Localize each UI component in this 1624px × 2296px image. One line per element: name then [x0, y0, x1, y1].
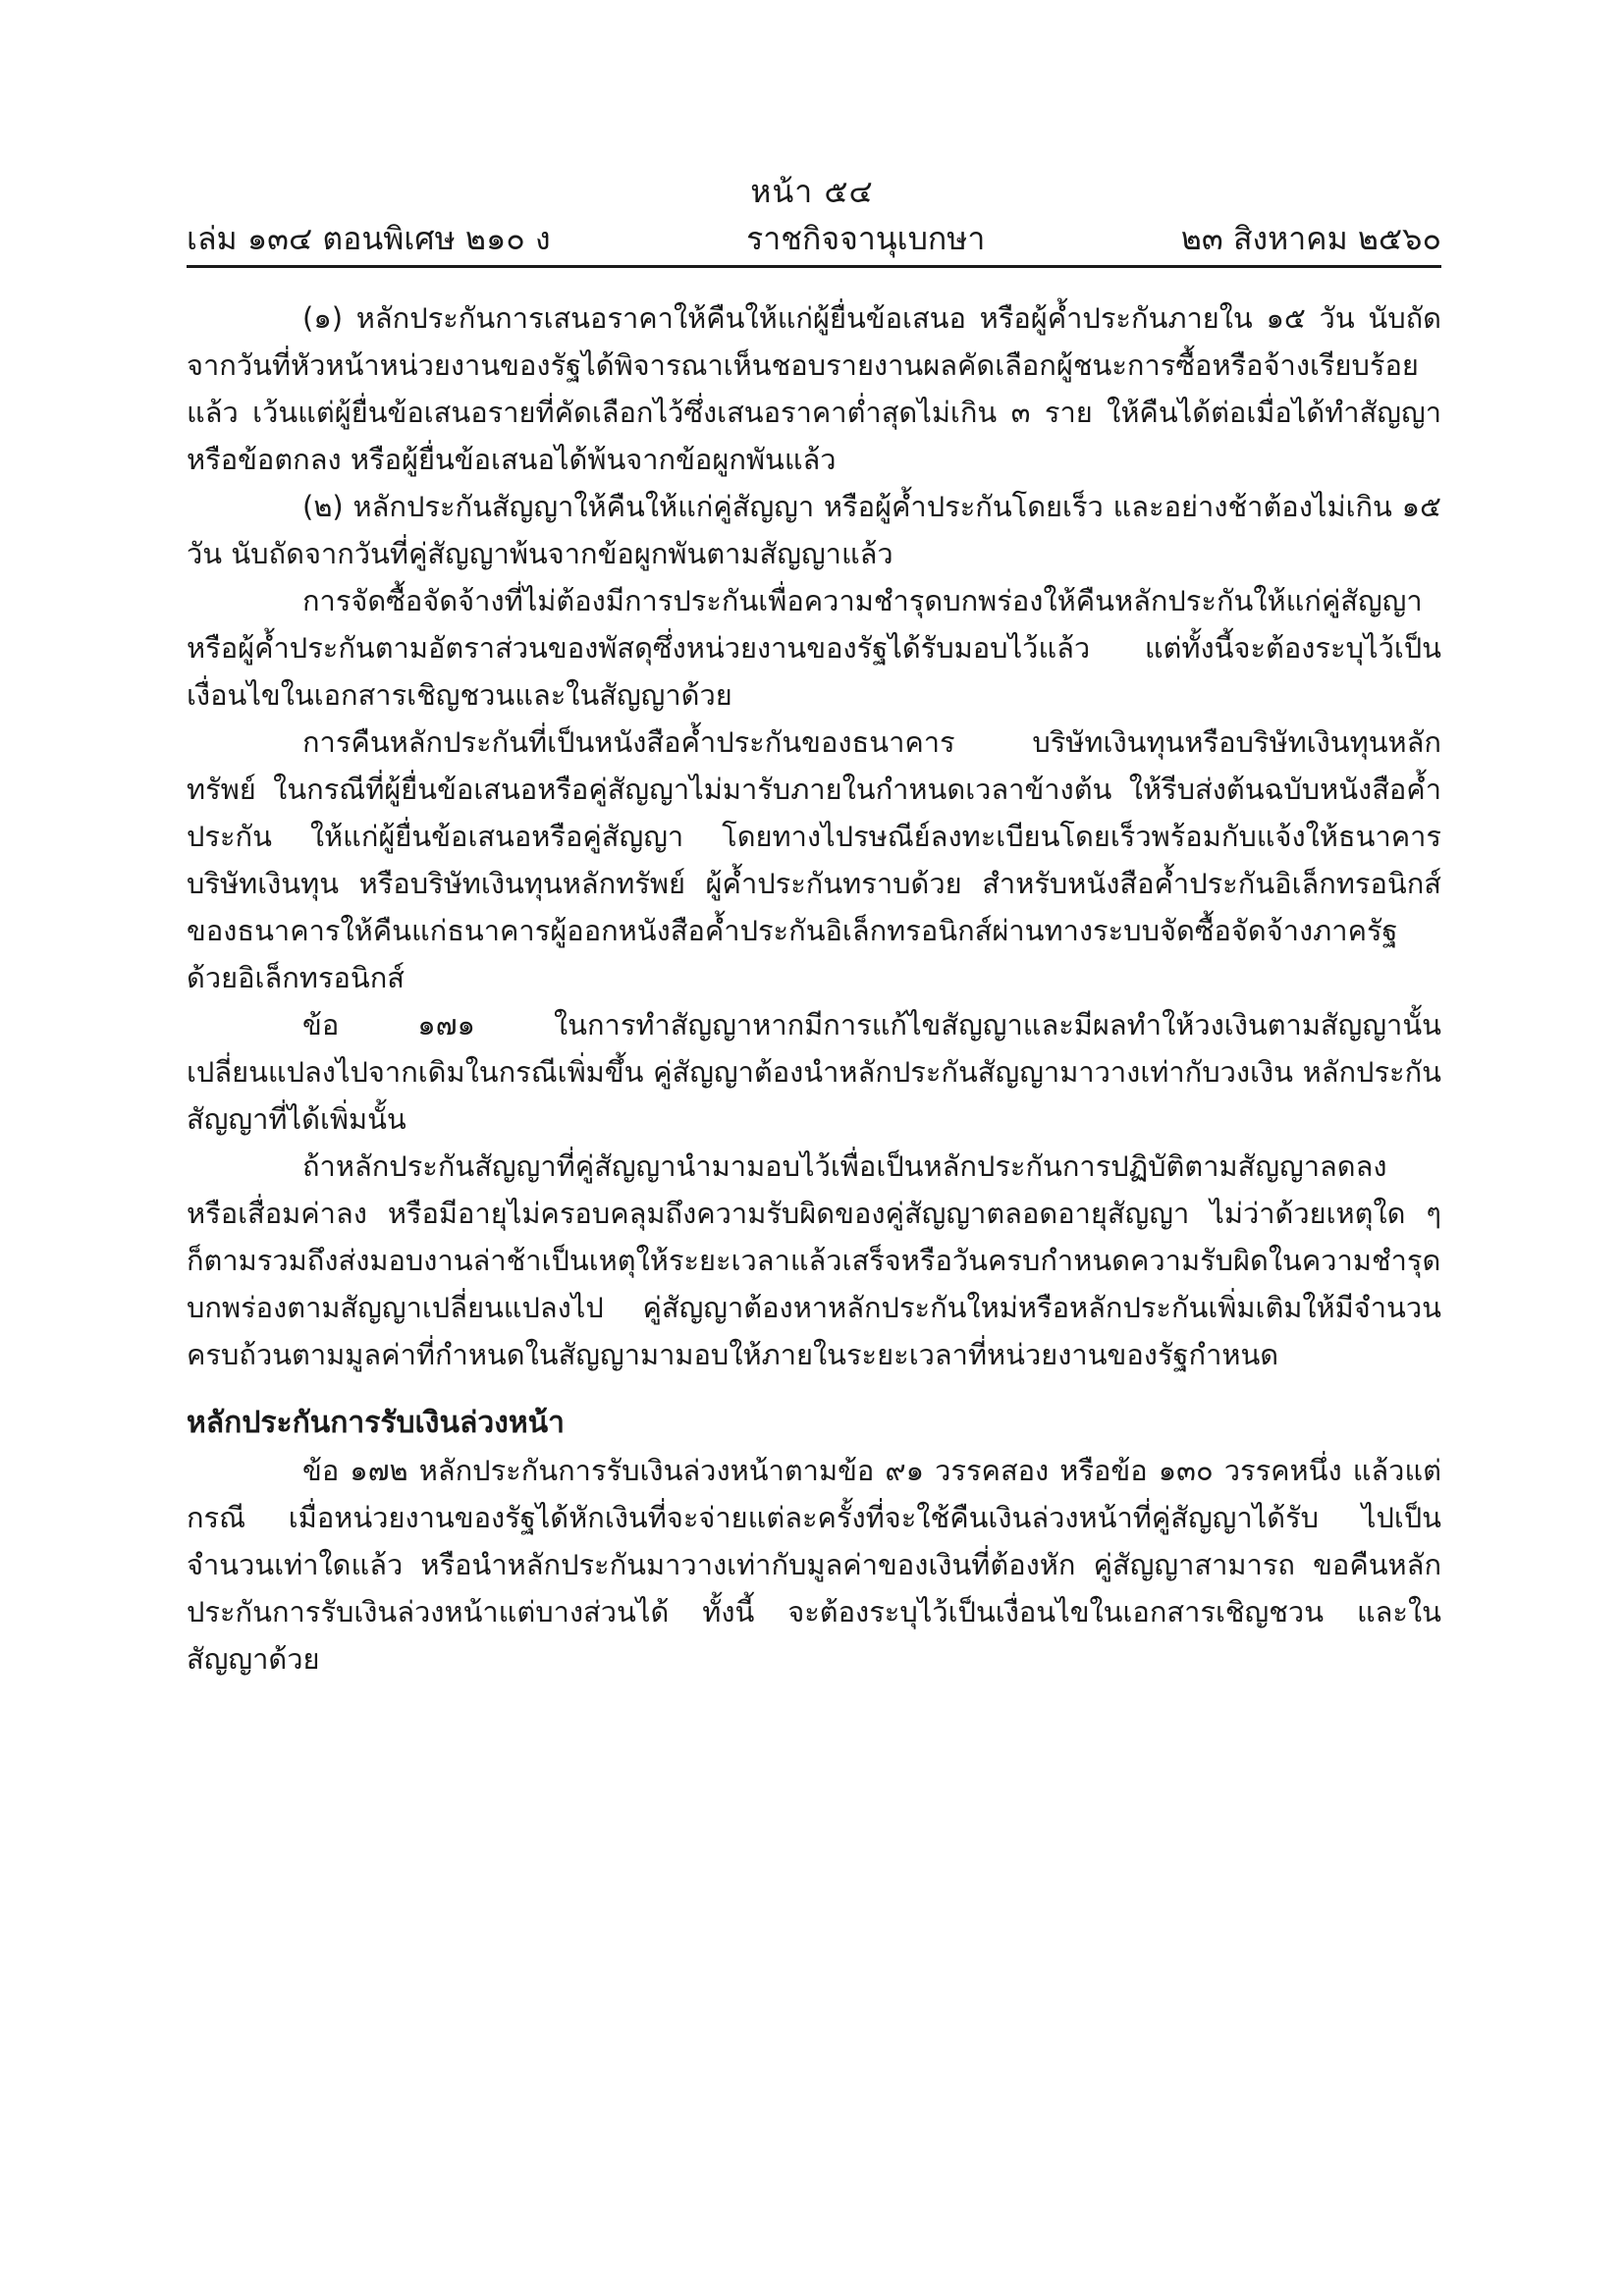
paragraph-6: ถ้าหลักประกันสัญญาที่คู่สัญญานำมามอบไว้เพื่อเป็นหลักประกันการปฏิบัติตามสัญญาลดลง หรือเสื่อมค่าลง หรือมีอายุไม่ครอบคลุมถึงความรับผิดของคู่สัญญาตลอดอายุสัญญา ไม่ว่าด้วยเหตุใด ๆ ก็ตามรวมถึงส่งมอบงานล่าช้าเป็นเหตุให้ระยะเวลาแล้วเสร็จหรือวันครบกำหนดความรับผิดในความชำรุด บกพร่องตามสัญญาเปลี่ยนแปลงไป คู่สัญญาต้องหาหลักประกันใหม่หรือหลักประกันเพิ่มเติมให้มีจำนวน ครบถ้วนตามมูลค่าที่กำหนดในสัญญามามอบให้ภายในระยะเวลาที่หน่วยงานของรัฐกำหนด	[187, 1149, 1441, 1371]
publication-date: ๒๓ สิงหาคม ๒๕๖๐	[1180, 220, 1441, 257]
running-header	[187, 214, 1441, 264]
header-divider	[187, 265, 1441, 268]
section-heading: หลักประกันการรับเงินล่วงหน้า	[187, 1406, 565, 1440]
volume-issue: เล่ม ๑๓๔ ตอนพิเศษ ๒๑๐ ง	[187, 220, 551, 257]
paragraph-1: (๑) หลักประกันการเสนอราคาให้คืนให้แก่ผู้ยื่นข้อเสนอ หรือผู้ค้ำประกันภายใน ๑๕ วัน นับถัดจากวันที่หัวหน้าหน่วยงานของรัฐได้พิจารณาเห็นชอบรายงานผลคัดเลือกผู้ชนะการซื้อหรือจ้างเรียบร้อยแล้ว เว้นแต่ผู้ยื่นข้อเสนอรายที่คัดเลือกไว้ซึ่งเสนอราคาต่ำสุดไม่เกิน ๓ ราย ให้คืนได้ต่อเมื่อได้ทำสัญญา หรือข้อตกลง หรือผู้ยื่นข้อเสนอได้พ้นจากข้อผูกพันแล้ว	[187, 301, 1441, 476]
paragraph-5: ข้อ ๑๗๑ ในการทำสัญญาหากมีการแก้ไขสัญญาและมีผลทำให้วงเงินตามสัญญานั้น เปลี่ยนแปลงไปจากเดิมในกรณีเพิ่มขึ้น คู่สัญญาต้องนำหลักประกันสัญญามาวางเท่ากับวงเงิน หลักประกันสัญญาที่ได้เพิ่มนั้น	[187, 1008, 1441, 1136]
paragraph-7: ข้อ ๑๗๒ หลักประกันการรับเงินล่วงหน้าตามข้อ ๙๑ วรรคสอง หรือข้อ ๑๓๐ วรรคหนึ่ง แล้วแต่กรณี เมื่อหน่วยงานของรัฐได้หักเงินที่จะจ่ายแต่ละครั้งที่จะใช้คืนเงินล่วงหน้าที่คู่สัญญาได้รับ ไปเป็นจำนวนเท่าใดแล้ว หรือนำหลักประกันมาวางเท่ากับมูลค่าของเงินที่ต้องหัก คู่สัญญาสามารถ ขอคืนหลักประกันการรับเงินล่วงหน้าแต่บางส่วนได้ ทั้งนี้ จะต้องระบุไว้เป็นเงื่อนไขในเอกสารเชิญชวน และในสัญญาด้วย	[187, 1454, 1441, 1676]
publication-name: ราชกิจจานุเบกษา	[746, 220, 986, 257]
paragraph-4: การคืนหลักประกันที่เป็นหนังสือค้ำประกันของธนาคาร บริษัทเงินทุนหรือบริษัทเงินทุนหลักทรัพย์ ในกรณีที่ผู้ยื่นข้อเสนอหรือคู่สัญญาไม่มารับภายในกำหนดเวลาข้างต้น ให้รีบส่งต้นฉบับหนังสือค้ำประกัน ให้แก่ผู้ยื่นข้อเสนอหรือคู่สัญญา โดยทางไปรษณีย์ลงทะเบียนโดยเร็วพร้อมกับแจ้งให้ธนาคารบริษัทเงินทุน หรือบริษัทเงินทุนหลักทรัพย์ ผู้ค้ำประกันทราบด้วย สำหรับหนังสือค้ำประกันอิเล็กทรอนิกส์ ของธนาคารให้คืนแก่ธนาคารผู้ออกหนังสือค้ำประกันอิเล็กทรอนิกส์ผ่านทางระบบจัดซื้อจัดจ้างภาครัฐ ด้วยอิเล็กทรอนิกส์	[187, 725, 1441, 994]
page-number: หน้า ๕๔	[750, 173, 874, 210]
document-body	[187, 294, 1441, 1682]
paragraph-2: (๒) หลักประกันสัญญาให้คืนให้แก่คู่สัญญา หรือผู้ค้ำประกันโดยเร็ว และอย่างช้าต้องไม่เกิน ๑๕ วัน นับถัดจากวันที่คู่สัญญาพ้นจากข้อผูกพันตามสัญญาแล้ว	[187, 490, 1441, 570]
paragraph-3: การจัดซื้อจัดจ้างที่ไม่ต้องมีการประกันเพื่อความชำรุดบกพร่องให้คืนหลักประกันให้แก่คู่สัญญา หรือผู้ค้ำประกันตามอัตราส่วนของพัสดุซึ่งหน่วยงานของรัฐได้รับมอบไว้แล้ว แต่ทั้งนี้จะต้องระบุไว้เป็นเงื่อนไขในเอกสารเชิญชวนและในสัญญาด้วย	[187, 584, 1441, 712]
